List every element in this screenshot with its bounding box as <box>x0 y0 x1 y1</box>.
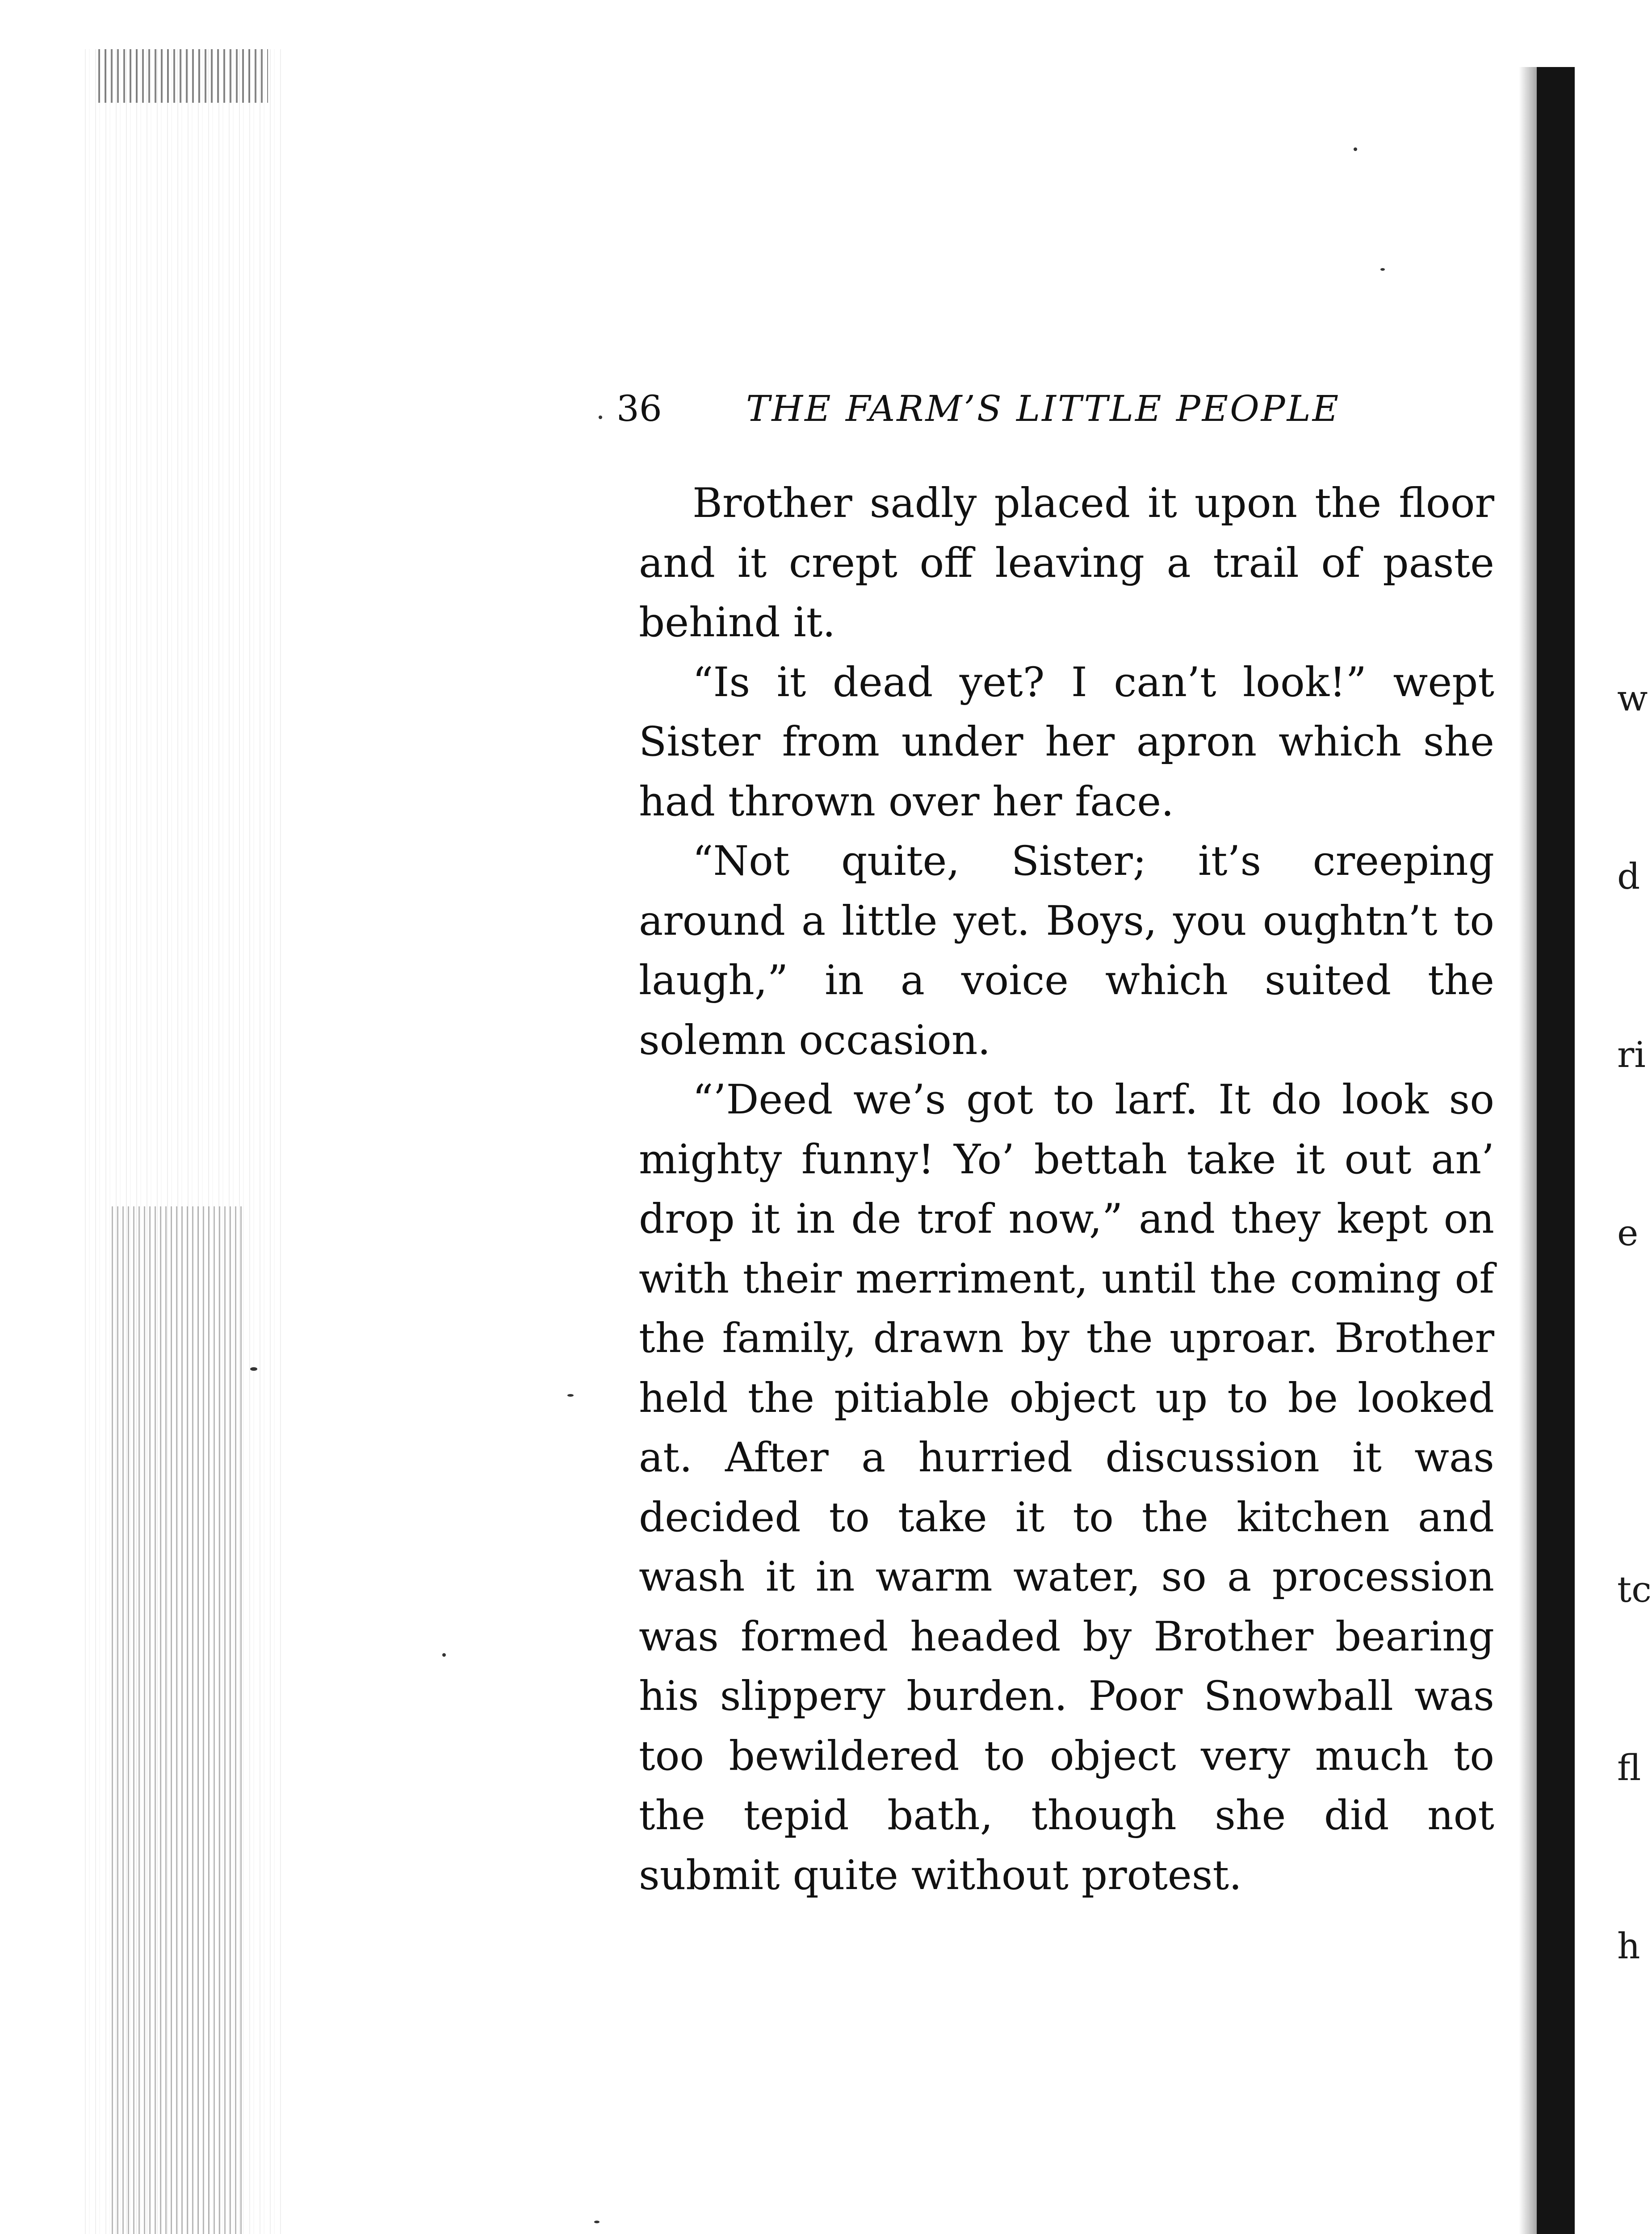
scan-binding-edge-dark <box>112 1206 246 2234</box>
paragraph: “Not quite, Sister; it’s creeping around a little yet. Boys, you oughtn’t to laugh,” in a voice which suited the solemn occasion. <box>639 838 1494 1064</box>
gutter-shadow <box>1519 67 1537 2234</box>
facing-fragment: fl <box>1617 1747 1641 1789</box>
page-number: 36 <box>616 388 662 429</box>
gutter-band <box>1537 67 1575 2234</box>
paragraph: “’Deed we’s got to larf. It do look so mighty funny! Yo’ bettah take it out an’ drop it in de trof now,” and they kept on with their merriment, until the coming of the family, drawn by the uproar. Brother held the pitiable object up to be looked at. After a hurried discussion it was decided to take it to the kitchen and wash it in warm water, so a procession was formed headed by Brother bearing his slippery burden. Poor Snowball was too bewildered to object very much to the tepid bath, though she did not submit quite without protest. <box>639 1076 1494 1899</box>
running-title: THE FARM’S LITTLE PEOPLE <box>746 388 1341 429</box>
scan-speck <box>567 1394 574 1397</box>
scan-speck <box>250 1367 257 1371</box>
facing-fragment: tc <box>1617 1569 1652 1610</box>
paragraph: “Is it dead yet? I can’t look!” wept Sister from under her apron which she had thrown over her face. <box>639 659 1494 825</box>
scan-speck <box>442 1653 446 1657</box>
facing-fragment: e <box>1617 1212 1639 1254</box>
paragraph: Brother sadly placed it upon the floor and it crept off leaving a trail of paste behind it. <box>639 480 1494 646</box>
facing-fragment: h <box>1617 1925 1640 1967</box>
running-header <box>616 384 1403 433</box>
scan-binding-edge-top <box>98 49 268 103</box>
scan-speck <box>1380 268 1385 271</box>
facing-page-fragments <box>1617 550 1652 2095</box>
scan-speck <box>1354 147 1357 151</box>
body-text <box>639 474 1494 1905</box>
facing-fragment: ri <box>1617 1034 1646 1075</box>
facing-fragment: w <box>1617 677 1648 719</box>
scan-speck <box>594 2221 600 2223</box>
facing-fragment <box>1617 1382 1652 1441</box>
scan-speck <box>599 416 602 419</box>
facing-fragment: d <box>1617 856 1640 897</box>
